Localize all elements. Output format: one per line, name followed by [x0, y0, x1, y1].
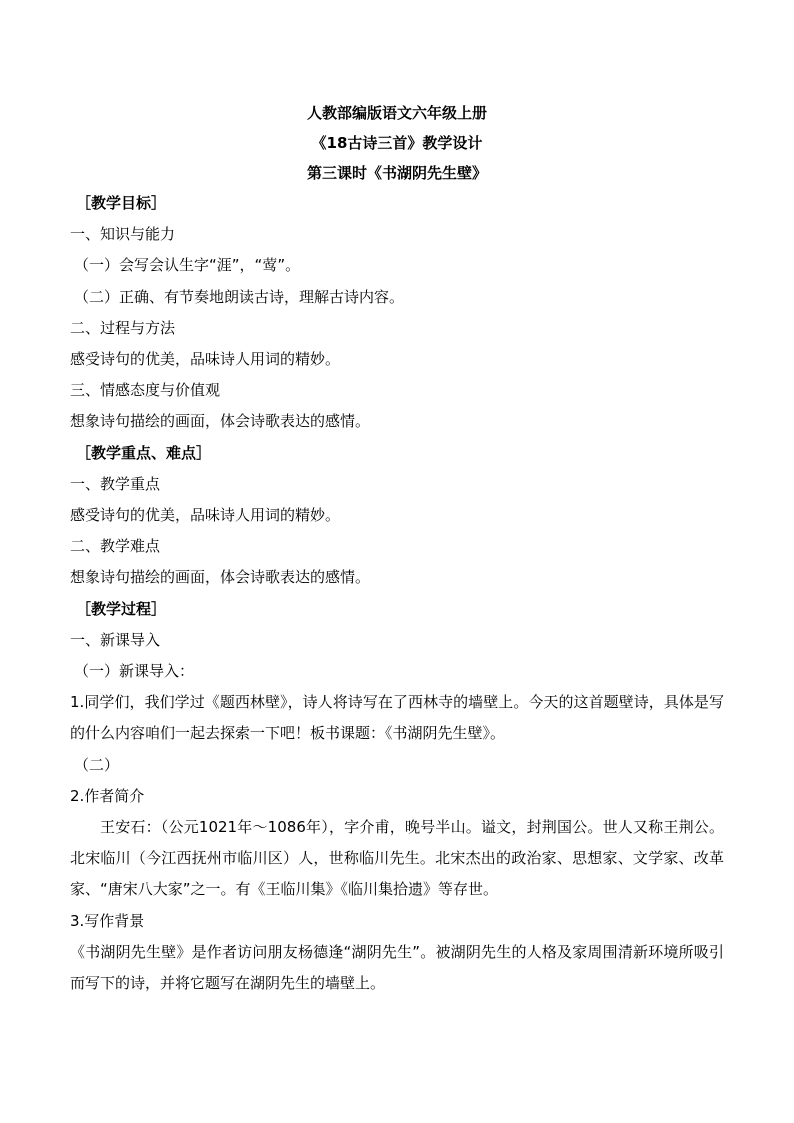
process-background-heading: 3.写作背景: [70, 911, 145, 930]
doc-title-textbook: 人教部编版语文六年级上册: [306, 104, 487, 122]
keypoints-heading: ［教学重点、难点］: [76, 443, 212, 462]
goals-emotion-heading: 三、情感态度与价值观: [70, 381, 221, 400]
document-content: [70, 98, 724, 999]
doc-title-period: 第三课时《书湖阴先生壁》: [306, 164, 487, 182]
goals-knowledge-item-1: （一）会写会认生字“涯”，“莺”。: [74, 256, 301, 275]
goals-process-heading: 二、过程与方法: [70, 318, 176, 337]
process-intro-sub-1: （一）新课导入：: [74, 662, 195, 681]
process-intro-heading: 一、新课导入: [70, 630, 161, 649]
keypoints-difficulty-text: 想象诗句描绘的画面，体会诗歌表达的感情。: [70, 568, 371, 587]
goals-emotion-text: 想象诗句描绘的画面，体会诗歌表达的感情。: [70, 412, 371, 431]
process-heading: ［教学过程］: [76, 599, 167, 618]
process-background-paragraph: 《书湖阴先生壁》是作者访问朋友杨德逢“湖阴先生”。被湖阴先生的人格及家周围清新环境所吸引而写下的诗，并将它题写在湖阴先生的墙壁上。: [70, 942, 724, 993]
goals-knowledge-item-2: （二）正确、有节奏地朗读古诗，理解古诗内容。: [74, 287, 405, 306]
process-intro-paragraph: 1.同学们，我们学过《题西林壁》，诗人将诗写在了西林寺的墙壁上。今天的这首题壁诗，具体是写的什么内容咱们一起去探索一下吧！板书课题：《书湖阴先生壁》。: [70, 693, 724, 743]
process-author-heading: 2.作者简介: [70, 786, 145, 805]
process-author-paragraph: 王安石：（公元1021年～1086年），字介甫，晚号半山。谥文，封荆国公。世人又称王荆公。北宋临川（今江西抚州市临川区）人，世称临川先生。北宋杰出的政治家、思想家、文学家、改革家、“唐宋八大家”之一。有《王临川集》《临川集拾遗》等存世。: [70, 818, 724, 899]
keypoints-focus-text: 感受诗句的优美，品味诗人用词的精妙。: [70, 506, 341, 525]
process-intro-sub-2: （二）: [74, 755, 120, 774]
doc-title-lesson: 《18古诗三首》教学设计: [311, 134, 483, 152]
goals-heading: ［教学目标］: [76, 194, 167, 212]
goals-process-text: 感受诗句的优美，品味诗人用词的精妙。: [70, 350, 341, 369]
goals-knowledge-heading: 一、知识与能力: [70, 225, 176, 244]
keypoints-difficulty-heading: 二、教学难点: [70, 537, 161, 556]
keypoints-focus-heading: 一、教学重点: [70, 474, 161, 493]
